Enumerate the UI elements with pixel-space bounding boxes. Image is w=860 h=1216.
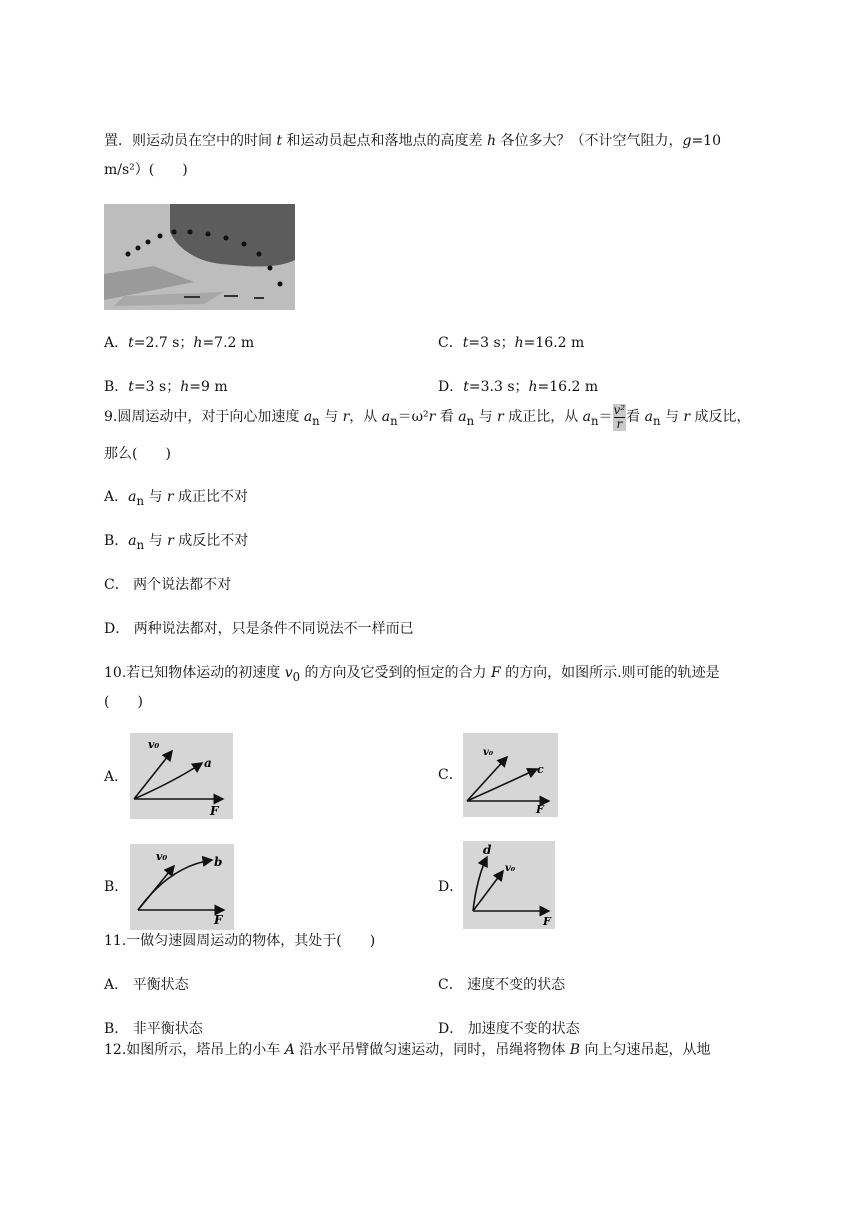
q10-option-d[interactable]: D． (438, 879, 464, 895)
curve-label: d (483, 843, 492, 857)
q11-option-c[interactable]: C． 速度不变的状态 (438, 977, 566, 993)
q8-option-a[interactable]: A．t=2.7 s；h=7.2 m (104, 335, 255, 351)
q11-stem: 11.一做匀速圆周运动的物体，其处于( ) (104, 933, 376, 949)
q11-option-a[interactable]: A． 平衡状态 (104, 977, 189, 993)
q8-stem-line2: m/s²）( ) (104, 162, 188, 178)
q8-option-d[interactable]: D．t=3.3 s；h=16.2 m (438, 379, 599, 395)
f-label: F (536, 803, 544, 816)
q10-option-b[interactable]: B． (104, 879, 129, 895)
q9-option-b[interactable]: B．$a_n$ 与 r 成反比不对 (104, 533, 249, 552)
f-label: F (543, 915, 551, 928)
q9-option-c[interactable]: C． 两个说法都不对 (104, 577, 232, 593)
trajectory-figure-c (463, 733, 558, 817)
q10-option-a[interactable]: A． (104, 769, 129, 785)
v0-label: v₀ (505, 863, 516, 874)
curve-label: a (204, 756, 212, 770)
q11-option-b[interactable]: B． 非平衡状态 (104, 1021, 203, 1037)
v-squared-over-r-fraction: $\frac{\text{v²}}{r}$ (613, 402, 626, 431)
v0-label: v₀ (483, 747, 494, 758)
q9-option-a[interactable]: A．$a_n$ 与 r 成正比不对 (104, 489, 249, 508)
v0-label: v₀ (156, 850, 168, 863)
q9-stem-line2: 那么( ) (104, 446, 171, 462)
f-label: F (214, 913, 223, 927)
trajectory-figure-a (130, 733, 233, 819)
trajectory-figure-b (130, 844, 234, 930)
q10-stem-line2: ( ) (104, 694, 143, 710)
v0-label: v₀ (148, 738, 160, 751)
q11-option-d[interactable]: D． 加速度不变的状态 (438, 1021, 580, 1037)
q10-option-c[interactable]: C． (438, 767, 463, 783)
q8-option-c[interactable]: C．t=3 s；h=16.2 m (438, 335, 585, 351)
q9-option-d[interactable]: D． 两种说法都对，只是条件不同说法不一样而已 (104, 621, 414, 637)
q8-option-b[interactable]: B．t=3 s；h=9 m (104, 379, 228, 395)
trajectory-figure-d (463, 841, 555, 929)
q12-stem-line1: 12.如图所示，塔吊上的小车 A 沿水平吊臂做匀速运动，同时，吊绳将物体 B 向上匀速吊起，从地 (104, 1042, 711, 1058)
q9-stem-line1: 9.圆周运动中，对于向心加速度 $a_n$ 与 r，从 $a_n=\omega^2r$ 看 $a_n$ 与 r 成正比，从 $a_n=$ $\frac{\text{v²}}{r}$ 看 $a_n$ 与 r 成反比， (104, 402, 751, 431)
q10-stem-line1: 10.若已知物体运动的初速度 $v_0$ 的方向及它受到的恒定的合力 F 的方向，如图所示.则可能的轨迹是 (104, 665, 720, 684)
curve-label: b (214, 855, 223, 869)
f-label: F (210, 804, 219, 818)
ski-jump-photo (104, 204, 295, 310)
curve-label: c (537, 763, 544, 776)
q8-stem-line1: 置．则运动员在空中的时间 t 和运动员起点和落地点的高度差 h 各位多大？（不计空气阻力，g=10 (104, 133, 721, 149)
